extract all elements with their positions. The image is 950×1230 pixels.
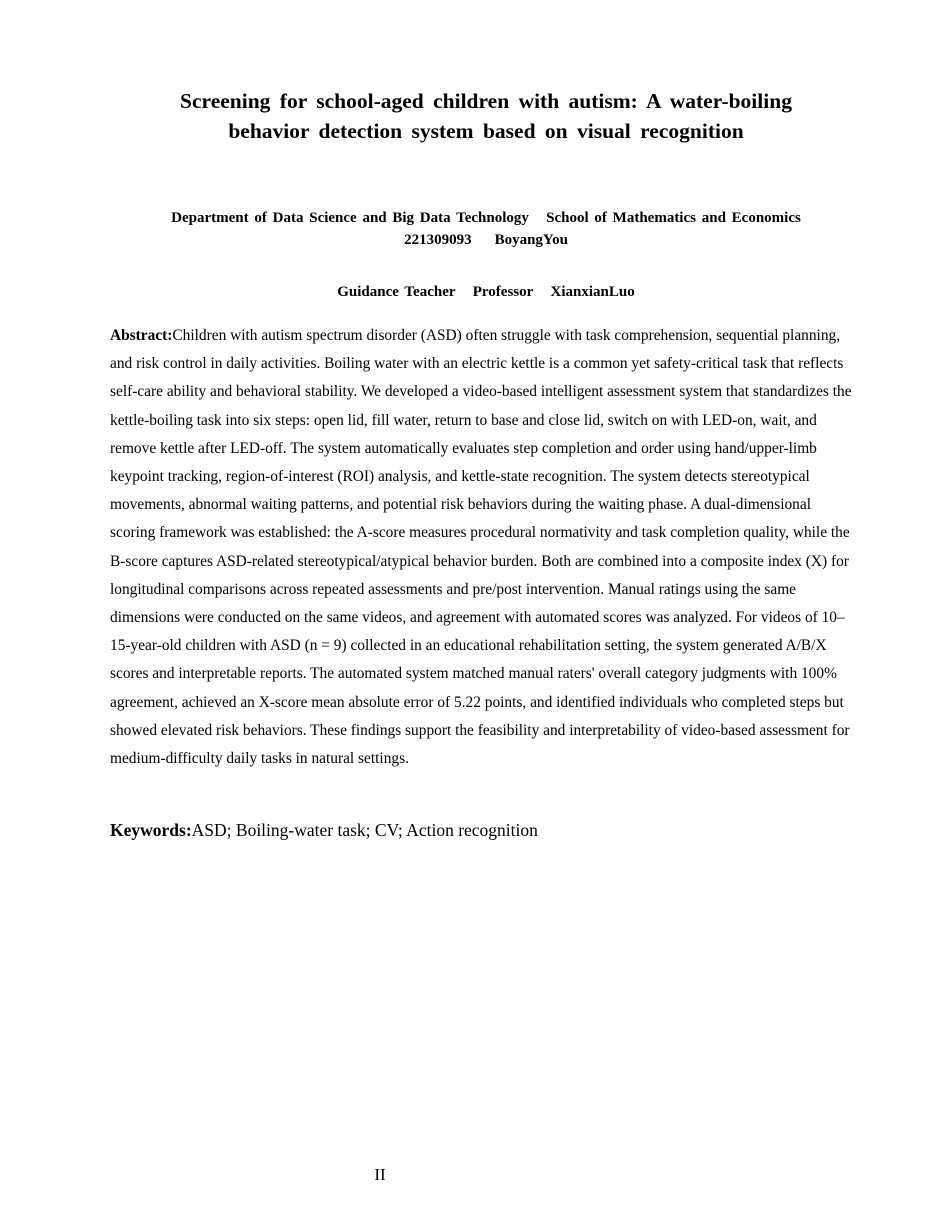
keywords-label: Keywords: [110, 820, 192, 840]
student-id-name-line: 221309093 BoyangYou [404, 232, 568, 248]
abstract-text: Children with autism spectrum disorder (ASD) often struggle with task comprehension, sequential planning, and risk control in daily activities. Boiling water with an electric kettle is a common yet safety-critical task that reflects self-care ability and behavioral stability. We developed a video-based intelligent assessment system that standardizes the kettle-boiling task into six steps: open lid, fill water, return to base and close lid, switch on with LED-on, wait, and remove kettle after LED-off. The system automatically evaluates step completion and order using hand/upper-limb keypoint tracking, region-of-interest (ROI) analysis, and kettle-state recognition. The system detects stereotypical movements, abnormal waiting patterns, and potential risk behaviors during the waiting phase. A dual-dimensional scoring framework was established: the A-score measures procedural normativity and task completion quality, while the B-score captures ASD-related stereotypical/atypical behavior burden. Both are combined into a composite index (X) for longitudinal comparisons across repeated assessments and pre/post intervention. Manual ratings using the same dimensions were conducted on the same videos, and agreement with automated scores was analyzed. For videos of 10–15-year-old children with ASD (n = 9) collected in an educational rehabilitation setting, the system generated A/B/X scores and interpretable reports. The automated system matched manual raters' overall category judgments with 100% agreement, achieved an X-score mean absolute error of 5.22 points, and identified individuals who completed steps but showed elevated risk behaviors. These findings support the feasibility and interpretability of video-based assessment for medium-difficulty daily tasks in natural settings. [110, 327, 852, 768]
keywords-paragraph [110, 816, 860, 844]
title-line-1: Screening for school-aged children with autism: A water-boiling [180, 89, 792, 113]
author-affiliation [110, 207, 862, 251]
abstract-label: Abstract: [110, 327, 173, 344]
paper-title [130, 86, 842, 146]
title-line-2: behavior detection system based on visual recognition [228, 119, 744, 143]
keywords-text: ASD; Boiling-water task; CV; Action recognition [191, 820, 538, 840]
abstract-paragraph [110, 322, 860, 773]
department-line: Department of Data Science and Big Data Technology School of Mathematics and Economics [171, 210, 801, 226]
page-number: II [374, 1165, 386, 1184]
guidance-teacher: Guidance Teacher Professor XianxianLuo [337, 284, 635, 300]
